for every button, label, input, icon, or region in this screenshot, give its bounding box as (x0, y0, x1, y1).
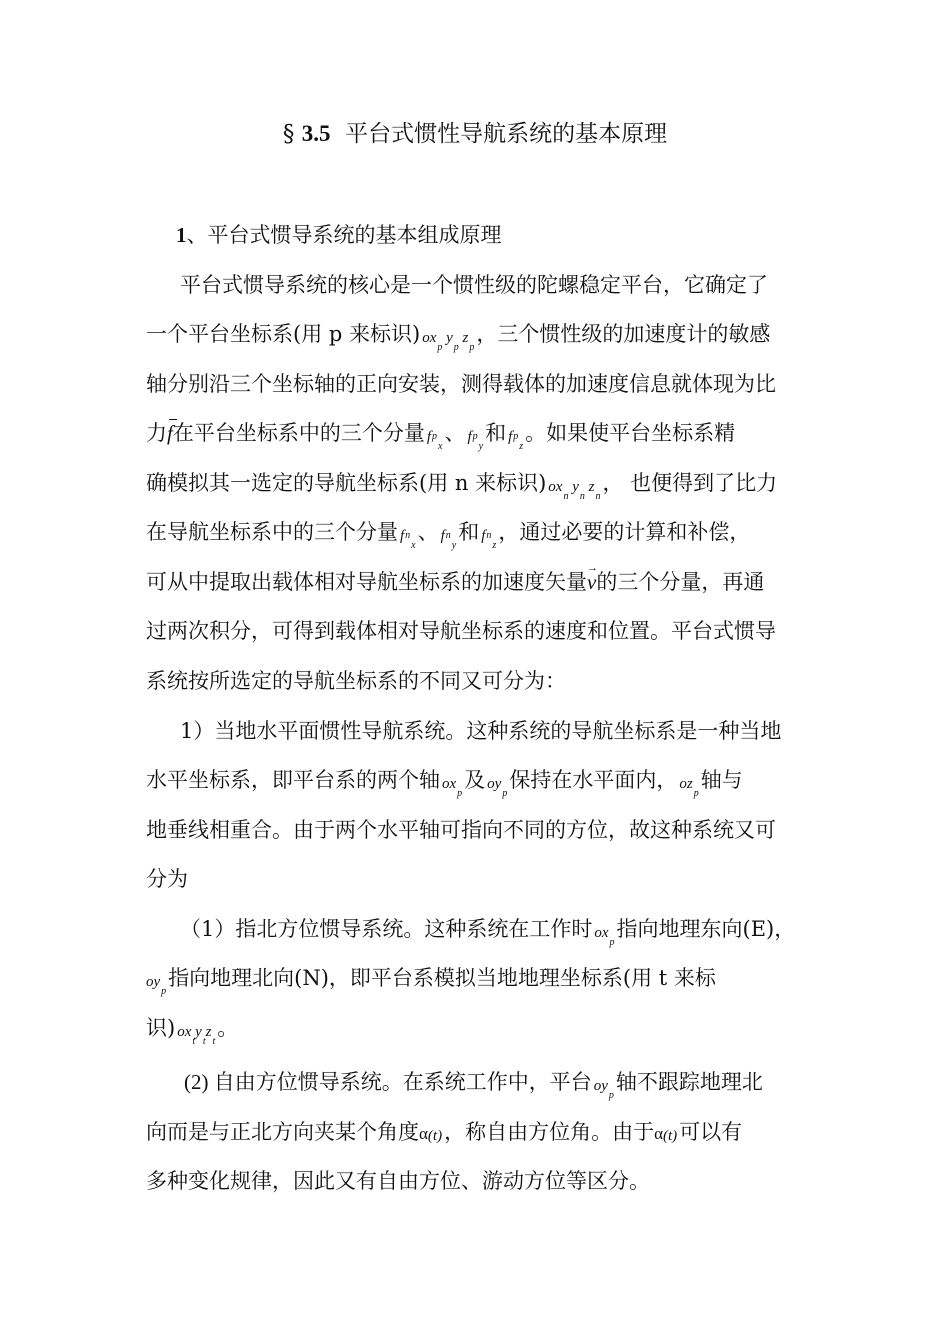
heading-text: 、平台式惯导系统的基本组成原理 (186, 223, 502, 247)
heading-number: 1 (176, 223, 187, 247)
math-nav-frame: $ox_n$ $y_n$ $z_n$ (548, 479, 601, 502)
paragraph-line: 确模拟其一选定的导航坐标系(用 n 来标识) $ox_n$ $y_n$ $z_n$， 也便得到了比力 (146, 463, 808, 503)
list-item-line: 地垂线相重合。由于两个水平轴可指向不同的方位，故这种系统又可 (146, 818, 776, 842)
list-item-line: 分为 (146, 867, 188, 891)
sub-item-line: 识) $ox_ty_tz_t$。 (146, 1016, 239, 1047)
title-text: 平台式惯性导航系统的基本原理 (345, 121, 668, 147)
list-item-line: 1）当地水平面惯性导航系统。这种系统的导航坐标系是一种当地 (180, 719, 782, 743)
sub-item-line: (2) 自由方位惯导系统。在系统工作中，平台 $oy_p$轴不跟踪地理北 (184, 1070, 763, 1101)
sub-item-line: （1）指北方位惯导系统。这种系统在工作时 $ox_p$指向地理东向(E)， (180, 917, 796, 948)
section-heading (146, 215, 808, 255)
paragraph-line: 轴分别沿三个坐标轴的正向安装，测得载体的加速度信息就体现为比 (146, 372, 776, 396)
math-specific-force: f (167, 413, 173, 453)
list-item-line: 水平坐标系，即平台系的两个轴 $ox_p$及 $oy_p$保持在水平面内， $oz_p$轴与 (146, 768, 743, 799)
paragraph-line: 一个平台坐标系(用 p 来标识) $ox_p$ $y_p$ $z_p$，三个惯性级的加速度计的敏感 (146, 314, 808, 354)
paragraph-line: 过两次积分，可得到载体相对导航坐标系的速度和位置。平台式惯导 (146, 619, 776, 643)
page-title (0, 118, 950, 150)
paragraph-line: 平台式惯导系统的核心是一个惯性级的陀螺稳定平台，它确定了 (180, 273, 768, 297)
math-velocity-vector: → v (587, 562, 596, 602)
section-number: 3.5 (301, 121, 331, 146)
sub-item-line: $oy_p$指向地理北向(N)，即平台系模拟当地地理坐标系(用 t 来标 (146, 966, 716, 997)
paragraph-line: 可从中提取出载体相对导航坐标系的加速度矢量→ v的三个分量，再通 (146, 562, 808, 602)
paragraph-line: 力f在平台坐标系中的三个分量 $f^p_x$、 $f^p_y$和 $f^p_z$。如果使平台坐标系精 (146, 413, 808, 453)
sub-item-line: 多种变化规律，因此又有自由方位、游动方位等区分。 (146, 1169, 650, 1193)
math-platform-frame: $ox_p$ $y_p$ $z_p$ (422, 330, 475, 353)
sub-item-line: 向而是与正北方向夹某个角度α(t)，称自由方位角。由于α(t)可以有 (146, 1120, 743, 1144)
paragraph-line: 在导航坐标系中的三个分量 $f^n_x$、 $f^n_y$和 $f^n_z$，通过必要的计算和补偿， (146, 520, 751, 551)
paragraph-line: 系统按所选定的导航坐标系的不同又可分为： (146, 669, 566, 693)
section-symbol: § (282, 121, 295, 147)
